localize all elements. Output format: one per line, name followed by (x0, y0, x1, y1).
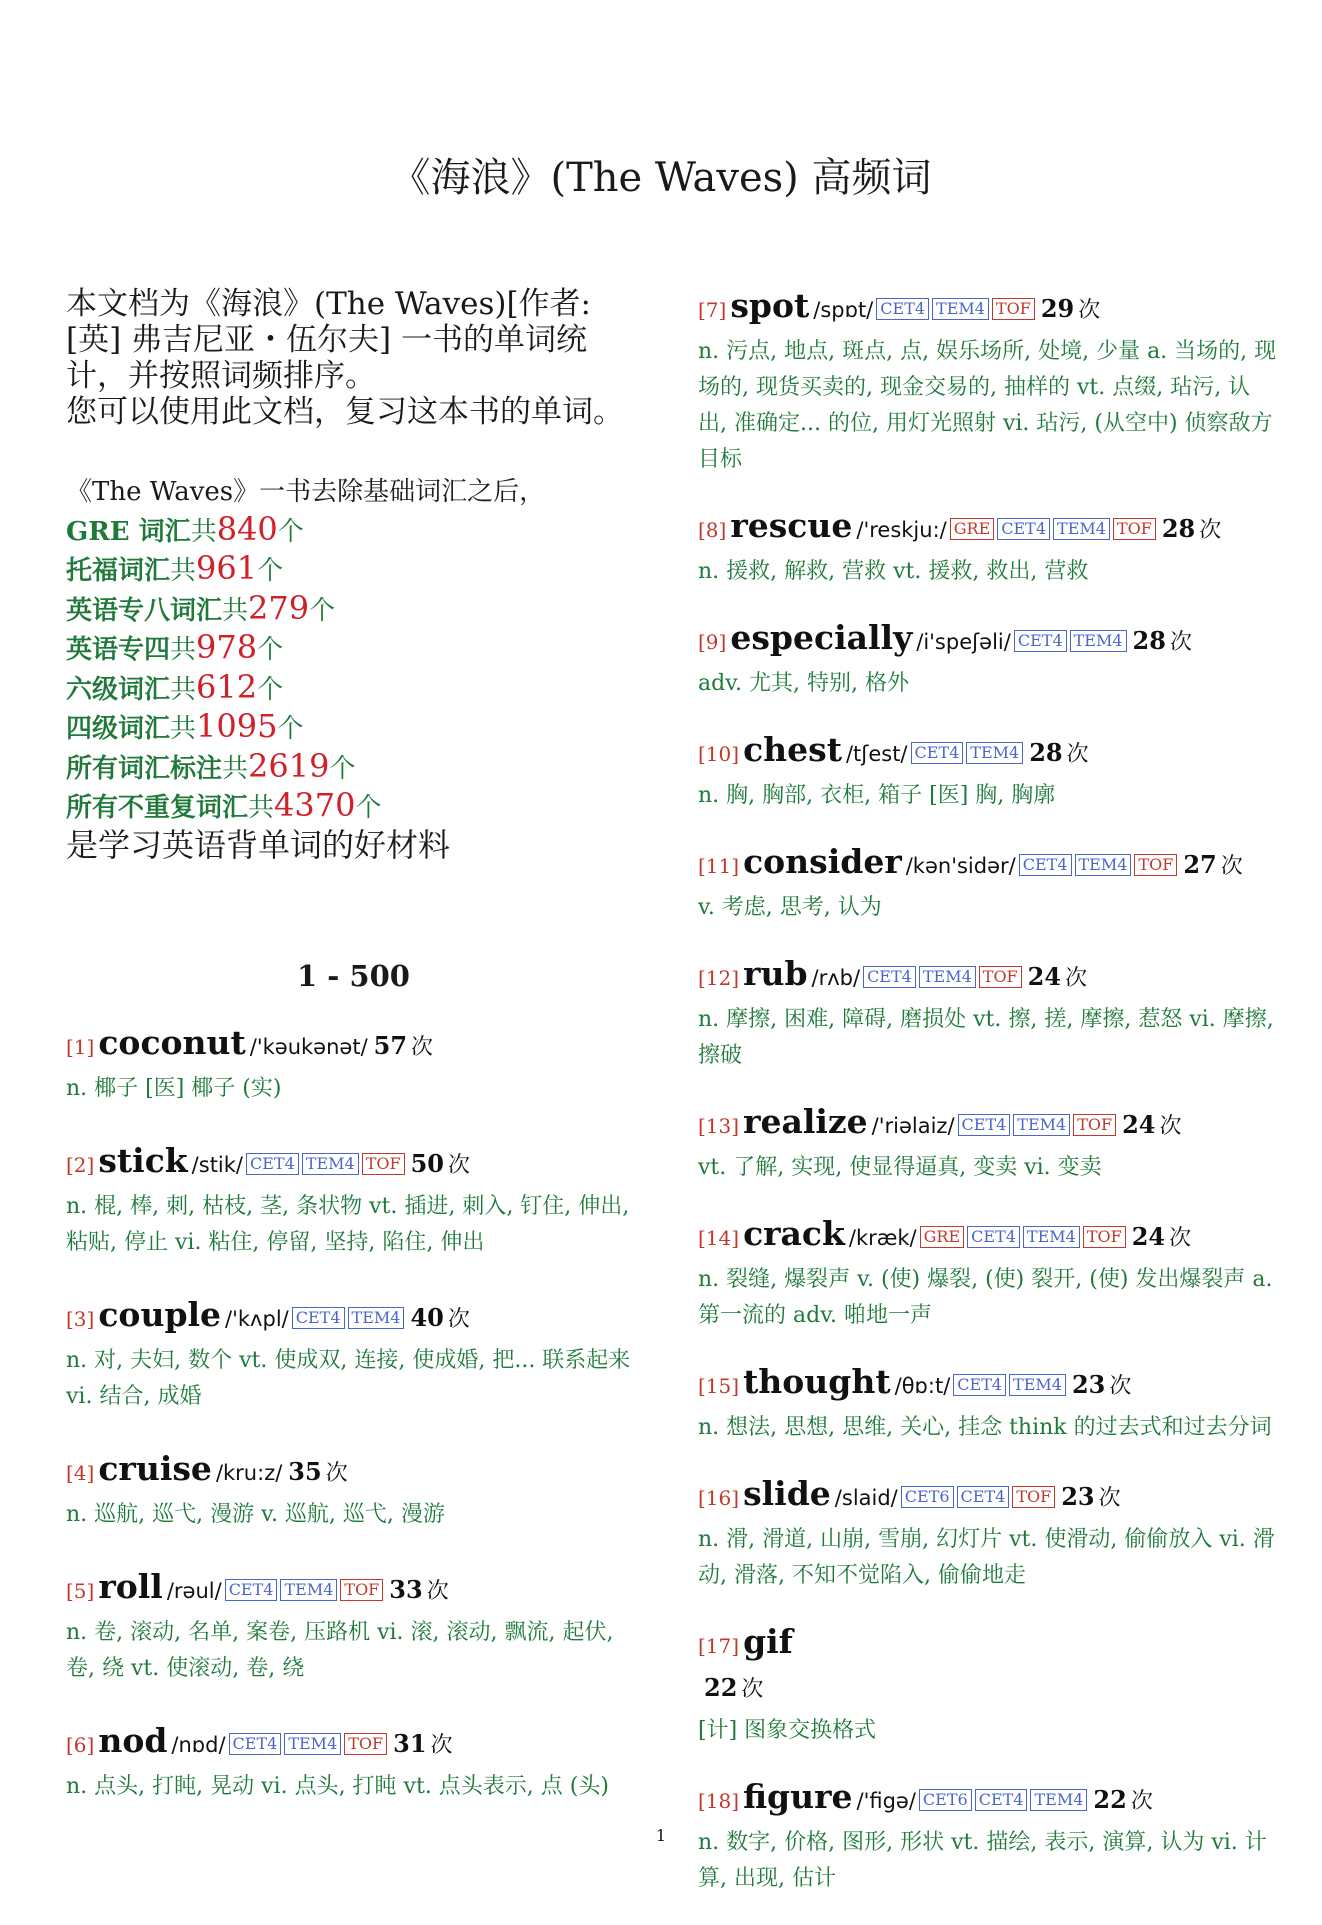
entry-index: [7] (698, 298, 727, 322)
stat-line (66, 590, 641, 630)
entry-head (698, 842, 1278, 888)
stat-line (66, 669, 641, 709)
stat-line (66, 511, 641, 551)
entry-count-suffix: 次 (1220, 854, 1243, 879)
entry-phonetic: /'figə/ (856, 1789, 916, 1813)
entry-count: 35 (288, 1457, 322, 1486)
exam-tag: CET4 (246, 1153, 299, 1175)
stat-line (66, 748, 641, 788)
entry-word: rescue (730, 506, 853, 545)
word-entry (66, 1023, 641, 1107)
entry-word: especially (730, 618, 913, 657)
exam-tag: TEM4 (1075, 854, 1132, 876)
entry-count: 24 (1027, 962, 1062, 991)
entry-index: [16] (698, 1486, 740, 1510)
entry-count-suffix: 次 (411, 1035, 434, 1060)
stat-connector: 共 (222, 595, 249, 626)
entry-index: [8] (698, 518, 727, 542)
entry-head (698, 1102, 1278, 1148)
stat-label: GRE 词汇 (66, 516, 191, 547)
stat-connector: 共 (248, 793, 275, 823)
entry-index: [10] (698, 742, 740, 766)
entry-index: [3] (66, 1307, 95, 1331)
stat-label: 托福词汇 (66, 556, 171, 586)
exam-tag: TEM4 (348, 1307, 405, 1329)
entry-definition: n. 椰子 [医] 椰子 (实) (66, 1076, 282, 1101)
entry-definition: n. 胸, 胸部, 衣柜, 箱子 [医] 胸, 胸廓 (698, 783, 1056, 808)
entry-word: nod (98, 1721, 168, 1760)
entry-count-suffix: 次 (447, 1307, 470, 1332)
exam-tag: CET4 (292, 1307, 345, 1329)
exam-tag: CET4 (958, 1114, 1011, 1136)
stat-count: 961 (196, 549, 258, 587)
word-list-left (66, 1023, 641, 1805)
exam-tag: CET4 (911, 742, 964, 764)
entry-index: [13] (698, 1114, 740, 1138)
stat-connector: 共 (170, 714, 197, 744)
stat-count: 978 (196, 628, 258, 666)
page-number: 1 (655, 1826, 667, 1845)
left-column (66, 286, 641, 1839)
entry-count-suffix: 次 (430, 1733, 453, 1758)
word-entry (698, 1474, 1278, 1594)
exam-tag: TOF (1012, 1486, 1055, 1508)
exam-tag: TOF (362, 1153, 405, 1175)
stat-connector: 共 (222, 753, 249, 784)
entry-index: [9] (698, 630, 727, 654)
entry-definition: [计] 图象交换格式 (698, 1718, 877, 1743)
entry-head (66, 1567, 641, 1613)
entry-definition: n. 裂缝, 爆裂声 v. (使) 爆裂, (使) 裂开, (使) 发出爆裂声 a. 第一流的 adv. 啪地一声 (698, 1267, 1273, 1328)
exam-tag: CET6 (901, 1486, 954, 1508)
entry-head (698, 1474, 1278, 1520)
entry-word: slide (743, 1474, 831, 1513)
entry-count: 33 (389, 1575, 423, 1604)
stat-unit: 个 (277, 714, 304, 744)
entry-head (698, 954, 1278, 1000)
entry-count-suffix: 次 (1066, 742, 1089, 767)
stat-count: 4370 (274, 786, 356, 824)
stats-lead: 《The Waves》一书去除基础词汇之后， (66, 477, 546, 507)
entry-head (698, 1777, 1278, 1823)
entry-word: stick (98, 1141, 188, 1180)
entry-word: rub (743, 954, 808, 993)
exam-tag: TOF (340, 1579, 383, 1601)
word-list-right (698, 286, 1278, 1897)
entry-count-suffix: 次 (426, 1579, 449, 1604)
entry-index: [14] (698, 1226, 740, 1250)
entry-index: [5] (66, 1579, 95, 1603)
stat-label: 英语专四 (66, 635, 171, 665)
intro-text: 本文档为《海浪》(The Waves)[作者: [英] 弗吉尼亚・伍尔夫] 一书的单词统计，并按照词频排序。 您可以使用此文档，复习这本书的单词。 (66, 286, 624, 430)
stat-connector: 共 (190, 516, 217, 547)
entry-word: realize (743, 1102, 868, 1141)
entry-phonetic: /kən'sidər/ (905, 854, 1016, 878)
exam-tag: GRE (920, 1226, 965, 1248)
stat-unit: 个 (257, 556, 284, 586)
entry-count-suffix: 次 (1109, 1374, 1132, 1399)
entry-head (66, 1023, 641, 1069)
entry-phonetic: /'reskju:/ (856, 518, 947, 542)
entry-phonetic: /'riəlaiz/ (871, 1114, 955, 1138)
entry-phonetic: /kræk/ (848, 1226, 917, 1250)
entry-index: [1] (66, 1035, 95, 1059)
entry-count-suffix: 次 (1169, 1226, 1192, 1251)
entry-index: [12] (698, 966, 740, 990)
entry-count-suffix: 次 (1098, 1486, 1121, 1511)
entry-count-suffix: 次 (1065, 966, 1088, 991)
stats-list (66, 511, 641, 827)
entry-index: [4] (66, 1461, 95, 1485)
entry-index: [15] (698, 1374, 740, 1398)
exam-tag: TOF (1083, 1226, 1126, 1248)
stat-count: 612 (196, 667, 258, 706)
entry-word: cruise (98, 1449, 212, 1488)
stat-connector: 共 (170, 556, 197, 586)
word-entry (698, 730, 1278, 814)
stat-label: 所有词汇标注 (66, 753, 223, 784)
entry-count-suffix: 次 (325, 1461, 348, 1486)
entry-phonetic: /stik/ (191, 1153, 243, 1177)
exam-tag: TOF (1113, 518, 1156, 540)
entry-head (698, 618, 1278, 664)
entry-phonetic: /'kəukənət/ (249, 1035, 368, 1059)
entry-count: 22 (704, 1673, 738, 1702)
stat-label: 所有不重复词汇 (66, 793, 249, 823)
entry-count: 40 (410, 1303, 444, 1332)
exam-tag: TEM4 (1030, 1789, 1087, 1811)
exam-tag: CET4 (957, 1486, 1010, 1508)
word-entry (698, 954, 1278, 1074)
exam-tag: TEM4 (919, 966, 976, 988)
word-entry (698, 842, 1278, 926)
entry-count: 28 (1161, 514, 1196, 543)
entry-phonetic: /'kʌpl/ (225, 1307, 289, 1331)
entry-count-suffix: 次 (1078, 298, 1101, 323)
stat-count: 2619 (248, 746, 330, 785)
entry-definition: n. 卷, 滚动, 名单, 案卷, 压路机 vi. 滚, 滚动, 飘流, 起伏, 卷, 绕 vt. 使滚动, 卷, 绕 (66, 1620, 614, 1681)
exam-tag: GRE (950, 518, 995, 540)
exam-tag: CET4 (863, 966, 916, 988)
entry-phonetic: /i'speʃəli/ (916, 630, 1011, 654)
entry-count: 24 (1131, 1222, 1166, 1251)
exam-tag: TOF (992, 298, 1035, 320)
exam-tag: CET4 (225, 1579, 278, 1601)
entry-count-suffix: 次 (1159, 1114, 1182, 1139)
stat-line (66, 787, 641, 827)
stat-unit: 个 (257, 674, 284, 705)
exam-tag: TOF (979, 966, 1022, 988)
entry-definition: n. 想法, 思想, 思维, 关心, 挂念 think 的过去式和过去分词 (698, 1415, 1272, 1440)
intro-paragraph (66, 286, 641, 430)
word-entry (66, 1721, 641, 1805)
word-entry (698, 1362, 1278, 1446)
entry-word: consider (743, 842, 902, 881)
entry-word: roll (98, 1567, 163, 1606)
entry-definition: n. 巡航, 巡弋, 漫游 v. 巡航, 巡弋, 漫游 (66, 1502, 445, 1527)
entry-index: [18] (698, 1789, 740, 1813)
exam-tag: TEM4 (1070, 630, 1127, 652)
entry-definition: n. 数字, 价格, 图形, 形状 vt. 描绘, 表示, 演算, 认为 vi. 计算, 出现, 估计 (698, 1830, 1267, 1891)
entry-index: [11] (698, 854, 740, 878)
stat-unit: 个 (309, 595, 336, 626)
word-entry (698, 1622, 1278, 1749)
entry-phonetic: /kru:z/ (215, 1461, 283, 1485)
vocabulary-stats (66, 474, 641, 863)
word-entry (698, 286, 1278, 478)
stat-line (66, 550, 641, 590)
page-title: 《海浪》(The Waves) 高频词 (390, 155, 932, 201)
right-column (698, 286, 1278, 1925)
entry-index: [17] (698, 1634, 740, 1658)
entry-count-line (698, 1668, 1278, 1711)
entry-head (698, 730, 1278, 776)
entry-definition: n. 摩擦, 困难, 障碍, 磨损处 vt. 擦, 搓, 摩擦, 惹怒 vi. 摩擦, 擦破 (698, 1007, 1274, 1068)
entry-head (66, 1141, 641, 1187)
exam-tag: CET4 (1014, 630, 1067, 652)
stat-unit: 个 (257, 635, 284, 665)
entry-head (698, 1214, 1278, 1260)
exam-tag: TEM4 (284, 1733, 341, 1755)
entry-head (698, 286, 1278, 332)
entry-word: thought (743, 1362, 891, 1401)
exam-tag: CET4 (229, 1733, 282, 1755)
entry-count: 31 (393, 1729, 427, 1758)
entry-head (698, 1362, 1278, 1408)
entry-count-suffix: 次 (1130, 1789, 1153, 1814)
entry-word: spot (730, 286, 810, 325)
exam-tag: CET4 (953, 1374, 1006, 1396)
entry-head (66, 1721, 641, 1767)
entry-count-suffix: 次 (741, 1677, 764, 1702)
entry-phonetic: /rəul/ (166, 1579, 222, 1603)
entry-phonetic: /spɒt/ (813, 298, 874, 322)
exam-tag: CET4 (967, 1226, 1020, 1248)
entry-phonetic: /θɒ:t/ (894, 1374, 951, 1398)
entry-count: 23 (1061, 1482, 1095, 1511)
entry-definition: n. 援救, 解救, 营救 vt. 援救, 救出, 营救 (698, 559, 1089, 584)
entry-count: 29 (1040, 294, 1075, 323)
entry-definition: adv. 尤其, 特别, 格外 (698, 671, 909, 696)
entry-count: 28 (1132, 626, 1166, 655)
entry-head (66, 1295, 641, 1341)
stat-label: 四级词汇 (66, 714, 171, 744)
exam-tag: TEM4 (1023, 1226, 1080, 1248)
entry-count: 50 (410, 1149, 444, 1178)
entry-count-suffix: 次 (1169, 630, 1192, 655)
stat-unit: 个 (329, 753, 356, 784)
entry-definition: n. 污点, 地点, 斑点, 点, 娱乐场所, 处境, 少量 a. 当场的, 现场的, 现货买卖的, 现金交易的, 抽样的 vt. 点缀, 玷污, 认出, 准确定... 的位, 用灯光照射 vi. 玷污, (从空中) 侦察敌方目标 (698, 339, 1277, 472)
entry-count: 57 (373, 1031, 408, 1060)
word-entry (698, 1102, 1278, 1186)
word-entry (66, 1449, 641, 1533)
entry-phonetic: /rʌb/ (811, 966, 861, 990)
entry-head (698, 506, 1278, 552)
entry-count: 24 (1122, 1110, 1156, 1139)
word-entry (66, 1567, 641, 1687)
entry-definition: n. 对, 夫妇, 数个 vt. 使成双, 连接, 使成婚, 把... 联系起来 vi. 结合, 成婚 (66, 1348, 631, 1409)
entry-definition: n. 滑, 滑道, 山崩, 雪崩, 幻灯片 vt. 使滑动, 偷偷放入 vi. 滑动, 滑落, 不知不觉陷入, 偷偷地走 (698, 1527, 1275, 1588)
entry-definition: vt. 了解, 实现, 使显得逼真, 变卖 vi. 变卖 (698, 1155, 1102, 1180)
stat-label: 英语专八词汇 (66, 595, 223, 626)
entry-count: 27 (1183, 850, 1217, 879)
word-entry (698, 1214, 1278, 1334)
exam-tag: TOF (1073, 1114, 1116, 1136)
stat-unit: 个 (355, 793, 382, 823)
exam-tag: CET4 (997, 518, 1050, 540)
entry-count-suffix: 次 (1199, 518, 1222, 543)
entry-head (66, 1449, 641, 1495)
entry-word: crack (743, 1214, 845, 1253)
exam-tag: TOF (1134, 854, 1177, 876)
entry-word: chest (743, 730, 842, 769)
entry-definition: n. 棍, 棒, 刺, 枯枝, 茎, 条状物 vt. 插进, 刺入, 钉住, 伸出, 粘贴, 停止 vi. 粘住, 停留, 坚持, 陷住, 伸出 (66, 1194, 630, 1255)
stat-label: 六级词汇 (66, 674, 171, 705)
exam-tag: TOF (344, 1733, 387, 1755)
entry-phonetic: /slaid/ (834, 1486, 898, 1510)
entry-count: 28 (1029, 738, 1063, 767)
stat-connector: 共 (170, 635, 197, 665)
entry-word: couple (98, 1295, 222, 1334)
entry-word: figure (743, 1777, 853, 1816)
entry-word: gif (743, 1622, 793, 1661)
entry-phonetic: /tʃest/ (845, 742, 908, 766)
stat-count: 840 (216, 509, 278, 548)
exam-tag: TEM4 (1009, 1374, 1066, 1396)
word-entry (66, 1141, 641, 1261)
entry-index: [6] (66, 1733, 95, 1757)
stat-connector: 共 (170, 674, 197, 705)
exam-tag: CET4 (975, 1789, 1028, 1811)
range-heading: 1 - 500 (297, 959, 410, 993)
exam-tag: CET4 (876, 298, 929, 320)
exam-tag: CET6 (919, 1789, 972, 1811)
entry-count: 22 (1093, 1785, 1127, 1814)
entry-phonetic: /nɒd/ (171, 1733, 226, 1757)
entry-definition: v. 考虑, 思考, 认为 (698, 895, 882, 920)
word-entry (698, 618, 1278, 702)
entry-word: coconut (98, 1023, 246, 1062)
stat-unit: 个 (277, 516, 304, 547)
stat-count: 1095 (196, 707, 278, 745)
stats-closing: 是学习英语背单词的好材料 (66, 825, 451, 864)
stat-line (66, 708, 641, 748)
exam-tag: TEM4 (1013, 1114, 1070, 1136)
entry-count-suffix: 次 (448, 1153, 471, 1178)
stat-line (66, 629, 641, 669)
entry-head (698, 1622, 1278, 1668)
word-entry (66, 1295, 641, 1415)
entry-index: [2] (66, 1153, 95, 1177)
exam-tag: TEM4 (280, 1579, 337, 1601)
exam-tag: TEM4 (1053, 518, 1110, 540)
entry-count: 23 (1071, 1370, 1106, 1399)
exam-tag: TEM4 (302, 1153, 359, 1175)
stat-count: 279 (248, 588, 310, 627)
exam-tag: TEM4 (966, 742, 1023, 764)
exam-tag: CET4 (1019, 854, 1072, 876)
word-entry (698, 506, 1278, 590)
entry-definition: n. 点头, 打盹, 晃动 vi. 点头, 打盹 vt. 点头表示, 点 (头) (66, 1774, 609, 1799)
exam-tag: TEM4 (932, 298, 989, 320)
